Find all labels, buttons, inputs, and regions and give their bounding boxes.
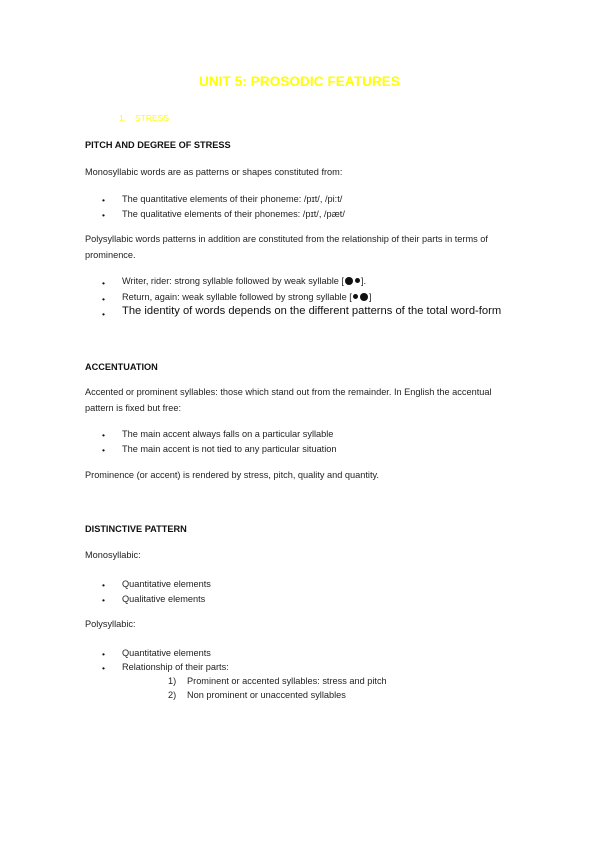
- section-title: STRESS: [135, 113, 170, 123]
- label-polysyllabic: Polysyllabic:: [85, 619, 136, 629]
- bullet-icon: •: [102, 195, 105, 205]
- list-item-text: Return, again: weak syllable followed by strong syllable [: [122, 292, 352, 302]
- paragraph-accentuation: Accented or prominent syllables: those which stand out from the remainder. In English the accentual pattern is fixed but free:: [85, 387, 492, 413]
- numbered-item: Non prominent or unaccented syllables: [187, 690, 346, 700]
- heading-accentuation: ACCENTUATION: [85, 362, 158, 372]
- paragraph-monosyllabic: Monosyllabic words are as patterns or shapes constituted from:: [85, 167, 343, 177]
- paragraph-prominence: Prominence (or accent) is rendered by stress, pitch, quality and quantity.: [85, 470, 379, 480]
- list-item: [122, 292, 371, 303]
- list-item: The main accent always falls on a particular syllable: [122, 429, 334, 439]
- paragraph-polysyllabic: Polysyllabic words patterns in addition are constituted from the relationship of their parts in terms of prominence.: [85, 234, 488, 260]
- list-item: Relationship of their parts:: [122, 662, 229, 672]
- bullet-icon: •: [102, 294, 105, 304]
- list-item: The qualitative elements of their phonemes: /pɪt/, /pæt/: [122, 209, 345, 219]
- list-item-end: ].: [360, 276, 367, 286]
- bullet-icon: •: [102, 445, 105, 455]
- list-item-end: ]: [368, 292, 372, 302]
- bullet-icon: •: [102, 580, 105, 590]
- list-item: [122, 276, 366, 287]
- bullet-icon: •: [102, 309, 105, 319]
- weak-syllable-dot-icon: [355, 278, 360, 283]
- numbered-item: Prominent or accented syllables: stress and pitch: [187, 676, 387, 686]
- heading-distinctive-pattern: DISTINCTIVE PATTERN: [85, 524, 187, 534]
- page-title: UNIT 5: PROSODIC FEATURES: [198, 74, 400, 89]
- section-number: 1.: [119, 113, 127, 123]
- list-item: Quantitative elements: [122, 579, 211, 589]
- label-monosyllabic: Monosyllabic:: [85, 550, 141, 560]
- list-item-text: Writer, rider: strong syllable followed by weak syllable [: [122, 276, 344, 286]
- list-number: 1): [168, 676, 177, 686]
- list-item: Qualitative elements: [122, 594, 206, 604]
- list-item: The identity of words depends on the different patterns of the total word-form: [122, 305, 502, 317]
- bullet-icon: •: [102, 430, 105, 440]
- bullet-icon: •: [102, 649, 105, 659]
- weak-syllable-dot-icon: [353, 294, 358, 299]
- list-number: 2): [168, 690, 177, 700]
- bullet-icon: •: [102, 595, 105, 605]
- bullet-icon: •: [102, 663, 105, 673]
- list-item: Quantitative elements: [122, 648, 211, 658]
- list-item: The main accent is not tied to any particular situation: [122, 444, 337, 454]
- strong-syllable-dot-icon: [345, 277, 353, 285]
- strong-syllable-dot-icon: [360, 293, 368, 301]
- bullet-icon: •: [102, 210, 105, 220]
- heading-pitch: PITCH AND DEGREE OF STRESS: [85, 140, 231, 150]
- bullet-icon: •: [102, 278, 105, 288]
- list-item: The quantitative elements of their phoneme: /pɪt/, /pi:t/: [122, 194, 343, 204]
